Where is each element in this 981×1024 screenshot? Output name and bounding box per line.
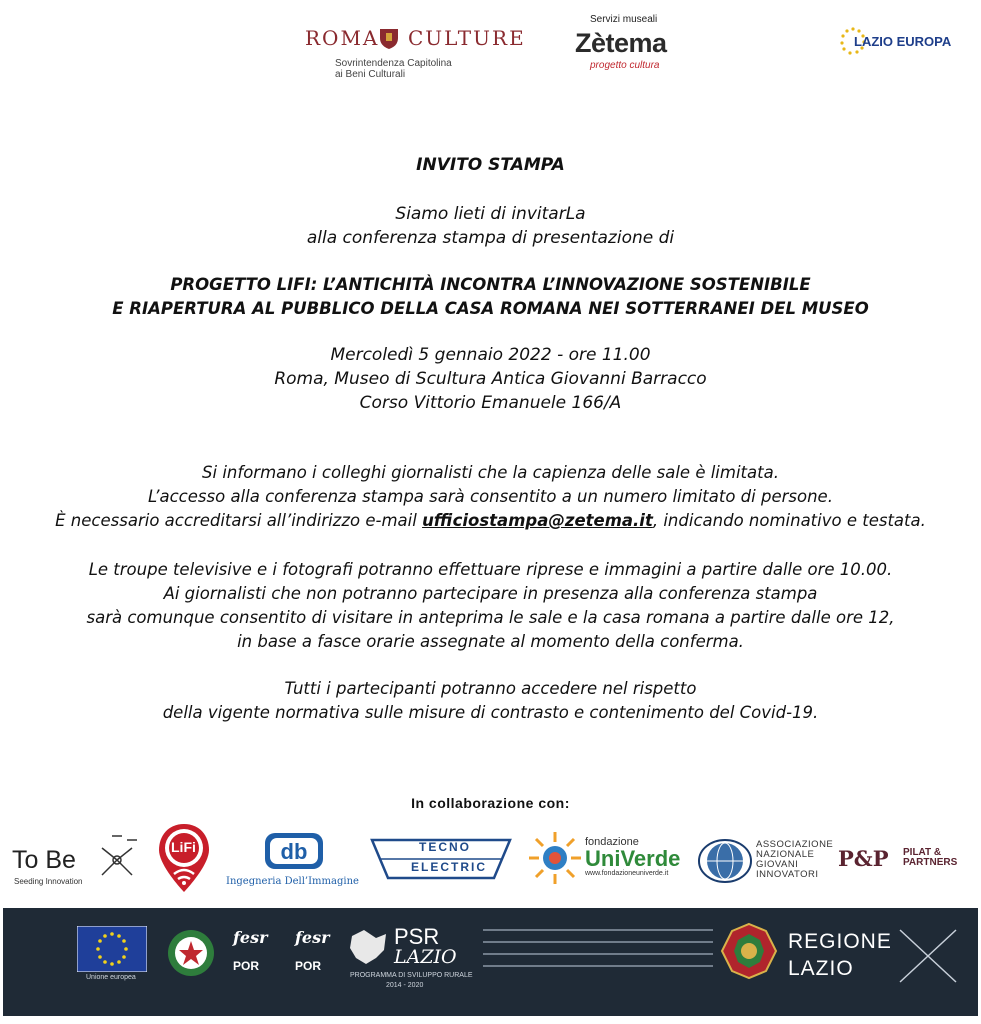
italy-emblem-icon (165, 926, 217, 980)
regione-lazio-emblem-icon (720, 922, 778, 980)
funding-band (3, 908, 978, 1016)
tobe-drone-icon (92, 830, 142, 885)
invite-intro: Siamo lieti di invitarLa alla conferenza stampa di presentazione di (306, 204, 675, 248)
psr-region-icon (348, 928, 390, 968)
zetema-logo (572, 14, 687, 74)
electric-text: ELECTRIC (411, 860, 487, 874)
fesr-por-logo-2: fesr POR (295, 928, 330, 973)
roma-subtitle: Sovrintendenza Capitolina ai Beni Culturali (335, 58, 452, 80)
zetema-sub: progetto cultura (590, 60, 660, 71)
band-decoration-lines (483, 908, 723, 1016)
psr-lazio-logo: PSR LAZIO PROGRAMMA DI SVILUPPO RURALE 2014 - 2020 (350, 924, 473, 989)
univerde-sun-icon (527, 830, 583, 886)
roma-word: ROMA (305, 26, 380, 50)
db-sub: Ingegneria Dell’Immagine (226, 876, 359, 887)
zetema-servizi: Servizi museali (590, 14, 658, 25)
lifi-text: LiFi (171, 839, 196, 855)
ue-label: Unione europea (86, 974, 136, 981)
invite-title: INVITO STAMPA (416, 155, 565, 175)
pp-logo: P&P (838, 846, 889, 871)
tecno-text: TECNO (419, 840, 471, 854)
lazio-europa-text: LAZIO EUROPA (854, 34, 952, 49)
event-place: Roma, Museo di Scultura Antica Giovanni Barracco (274, 369, 707, 389)
roma-culture-logo (305, 26, 545, 86)
partner-logos (0, 820, 981, 900)
troupe-paragraph: Le troupe televisive e i fotografi potranno effettuare riprese e immagini a partire dalle ore 10.00. Ai giornalisti che non potranno partecipare in presenza alla conferenza stampa sarà comunque consentito di visitare in anteprima le sale e la casa romana a partire dalle ore 12, in base a fasce orarie assegnate al momento della conferma. (86, 560, 895, 651)
culture-word: CULTURE (408, 26, 526, 50)
anai-logo-text: ASSOCIAZIONE NAZIONALE GIOVANI INNOVATORI (756, 839, 834, 880)
covid-paragraph: Tutti i partecipanti potranno accedere nel rispetto della vigente normativa sulle misure di contrasto e contenimento del Covid-19. (162, 679, 819, 722)
email-link[interactable]: ufficiostampa@zetema.it (422, 511, 653, 530)
tobe-sub: Seeding Innovation (14, 877, 83, 886)
event-address: Corso Vittorio Emanuele 166/A (359, 393, 622, 413)
zetema-name: Zètema (575, 28, 667, 58)
univerde-name: UniVerde (585, 846, 681, 871)
univerde-logo: fondazione UniVerde www.fondazioneuniverde.it (585, 836, 681, 877)
tobe-logo: To Be (12, 846, 76, 874)
regione-x-decoration (898, 926, 958, 986)
event-date: Mercoledì 5 gennaio 2022 - ore 11.00 (330, 345, 651, 365)
lifi-logo (155, 822, 213, 894)
regione-text: REGIONE (788, 930, 892, 953)
lazio-text: LAZIO (788, 957, 854, 980)
collab-heading: In collaborazione con: (411, 795, 570, 811)
roma-shield-icon (378, 26, 400, 50)
db-logo (264, 832, 324, 870)
lazio-europa-logo (838, 26, 958, 62)
fesr-por-logo-1: fesr POR (233, 928, 268, 973)
info-paragraph: Si informano i colleghi giornalisti che la capienza delle sale è limitata. L’accesso alla conferenza stampa sarà consentito a un numero limitato di persone. È necessario accreditarsi all’indirizzo e-mail ufficiostampa@zetema.it, indicando nominativo e testata. (55, 463, 926, 530)
project-title: PROGETTO LIFI: L’ANTICHITÀ INCONTRA L’INNOVAZIONE SOSTENIBILE E RIAPERTURA AL PUBBLICO DELLA CASA ROMANA NEI SOTTERRANEI DEL MUSEO (112, 275, 869, 318)
anai-globe-icon (697, 838, 753, 884)
eu-flag-icon (77, 926, 147, 972)
pp-sub: PILAT & PARTNERS (903, 847, 958, 868)
event-details (0, 343, 981, 415)
svg-text:db: db (280, 839, 308, 864)
